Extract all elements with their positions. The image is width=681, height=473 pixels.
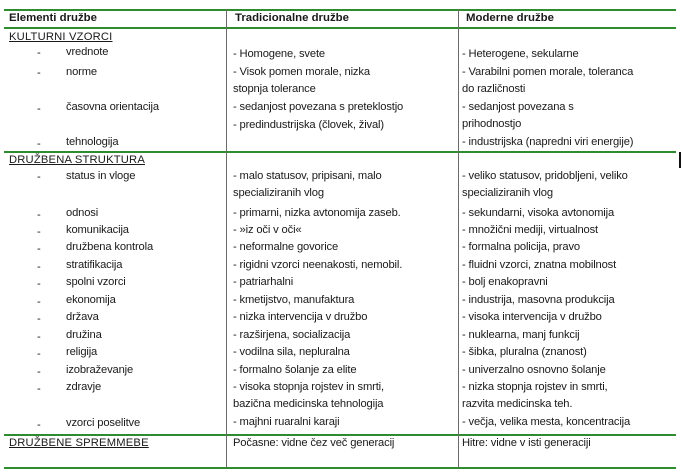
bullet: - bbox=[37, 243, 41, 255]
mod-druzina: - nuklearna, manj funkcij bbox=[462, 329, 580, 341]
bullet: - bbox=[37, 67, 41, 79]
trad-drzava: - nizka intervencija v družbo bbox=[233, 311, 368, 323]
trad-poselitve: - majhni ruaralni karaji bbox=[233, 416, 340, 428]
element-tehnologija: tehnologija bbox=[66, 136, 119, 148]
mod-zdravje-line2: razvita medicinska teh. bbox=[462, 398, 573, 410]
trad-stratifikacija: - rigidni vzorci neenakosti, nemobil. bbox=[233, 259, 403, 271]
bullet: - bbox=[37, 103, 41, 115]
rule-top bbox=[4, 9, 676, 11]
trad-spolni: - patriarhalni bbox=[233, 276, 294, 288]
trad-druzina: - razširjena, socializacija bbox=[233, 329, 351, 341]
element-norme: norme bbox=[66, 66, 97, 78]
bullet: - bbox=[37, 313, 41, 325]
rule-section-spremembe bbox=[4, 434, 676, 436]
trad-ekonomija: - kmetijstvo, manufaktura bbox=[233, 294, 355, 306]
bullet: - bbox=[37, 138, 41, 150]
rule-header-bottom bbox=[4, 27, 676, 29]
mod-religija: - šibka, pluralna (znanost) bbox=[462, 346, 587, 358]
bullet: - bbox=[37, 366, 41, 378]
element-druzina: družina bbox=[66, 329, 102, 341]
mod-ekonomija: - industrija, masovna produkcija bbox=[462, 294, 615, 306]
mod-zdravje-line1: - nizka stopnja rojstev in smrti, bbox=[462, 381, 608, 393]
element-drzava: država bbox=[66, 311, 99, 323]
mod-poselitve: - večja, velika mesta, koncentracija bbox=[462, 416, 631, 428]
header-elementi: Elementi družbe bbox=[9, 12, 97, 24]
element-vzorci-poselitve: vzorci poselitve bbox=[66, 417, 141, 429]
trad-spremembe: Počasne: vidne čez več generacij bbox=[233, 437, 395, 449]
mod-status-line2: specializiranih vlog bbox=[462, 187, 553, 199]
element-komunikacija: komunikacija bbox=[66, 224, 129, 236]
bullet: - bbox=[37, 47, 41, 59]
trad-status-line2: specializiranih vlog bbox=[233, 187, 324, 199]
trad-norme-line2: stopnja tolerance bbox=[233, 83, 316, 95]
element-religija: religija bbox=[66, 346, 98, 358]
element-ekonomija: ekonomija bbox=[66, 294, 116, 306]
trad-religija: - vodilna sila, nepluralna bbox=[233, 346, 350, 358]
trad-odnosi: - primarni, nizka avtonomija zaseb. bbox=[233, 207, 401, 219]
rule-bottom bbox=[4, 467, 676, 469]
bullet: - bbox=[37, 226, 41, 238]
mod-casovna-line2: prihodnostjo bbox=[462, 118, 522, 130]
section-kulturni-vzorci: KULTURNI VZORCI bbox=[9, 31, 113, 43]
element-vrednote: vrednote bbox=[66, 46, 109, 58]
trad-komunikacija: - »iz oči v oči« bbox=[233, 224, 302, 236]
mod-casovna-line1: - sedanjost povezana s bbox=[462, 101, 574, 113]
column-divider-2 bbox=[458, 9, 459, 468]
mod-stratifikacija: - fluidni vzorci, znatna mobilnost bbox=[462, 259, 617, 271]
section-druzbena-struktura: DRUŽBENA STRUKTURA bbox=[9, 154, 145, 166]
rule-section-kulturni bbox=[4, 151, 676, 153]
element-status-in-vloge: status in vloge bbox=[66, 170, 136, 182]
mod-vrednote: - Heterogene, sekularne bbox=[462, 48, 579, 60]
element-izobrazevanje: izobraževanje bbox=[66, 364, 134, 376]
trad-zdravje-line1: - visoka stopnja rojstev in smrti, bbox=[233, 381, 384, 393]
element-casovna-orientacija: časovna orientacija bbox=[66, 101, 159, 113]
element-odnosi: odnosi bbox=[66, 207, 99, 219]
bullet: - bbox=[37, 331, 41, 343]
element-stratifikacija: stratifikacija bbox=[66, 259, 123, 271]
mod-tehnologija: - industrijska (napredni viri energije) bbox=[462, 136, 634, 148]
bullet: - bbox=[37, 209, 41, 221]
mod-norme-line1: - Varabilni pomen morale, toleranca bbox=[462, 66, 634, 78]
section-druzbene-spremembe: DRUŽBENE SPREMMEBE bbox=[9, 437, 149, 449]
mod-kontrola: - formalna policija, pravo bbox=[462, 241, 580, 253]
bullet: - bbox=[37, 419, 41, 431]
bullet: - bbox=[37, 296, 41, 308]
mod-odnosi: - sekundarni, visoka avtonomija bbox=[462, 207, 615, 219]
bullet: - bbox=[37, 261, 41, 273]
element-druzbena-kontrola: družbena kontrola bbox=[66, 241, 154, 253]
bullet: - bbox=[37, 278, 41, 290]
trad-tehnologija: - predindustrijska (človek, žival) bbox=[233, 119, 384, 131]
mod-drzava: - visoka intervencija v družbo bbox=[462, 311, 602, 323]
mod-izobrazevanje: - univerzalno osnovno šolanje bbox=[462, 364, 606, 376]
header-moderne: Moderne družbe bbox=[466, 12, 554, 24]
trad-norme-line1: - Visok pomen morale, nizka bbox=[233, 66, 370, 78]
mod-spolni: - bolj enakopravni bbox=[462, 276, 548, 288]
mod-komunikacija: - množični mediji, virtualnost bbox=[462, 224, 599, 236]
mod-norme-line2: do različnosti bbox=[462, 83, 526, 95]
bullet: - bbox=[37, 383, 41, 395]
trad-casovna: - sedanjost povezana s preteklostjo bbox=[233, 101, 404, 113]
mod-spremembe: Hitre: vidne v isti generaciji bbox=[462, 437, 591, 449]
bullet: - bbox=[37, 348, 41, 360]
element-zdravje: zdravje bbox=[66, 381, 102, 393]
mod-status-line1: - veliko statusov, pridobljeni, veliko bbox=[462, 170, 628, 182]
trad-kontrola: - neformalne govorice bbox=[233, 241, 339, 253]
trad-vrednote: - Homogene, svete bbox=[233, 48, 325, 60]
trad-izobrazevanje: - formalno šolanje za elite bbox=[233, 364, 357, 376]
trad-zdravje-line2: bazična medicinska tehnologija bbox=[233, 398, 384, 410]
trad-status-line1: - malo statusov, pripisani, malo bbox=[233, 170, 382, 182]
element-spolni-vzorci: spolni vzorci bbox=[66, 276, 126, 288]
bullet: - bbox=[37, 171, 41, 183]
column-divider-1 bbox=[226, 9, 227, 468]
header-tradicionalne: Tradicionalne družbe bbox=[235, 12, 349, 24]
